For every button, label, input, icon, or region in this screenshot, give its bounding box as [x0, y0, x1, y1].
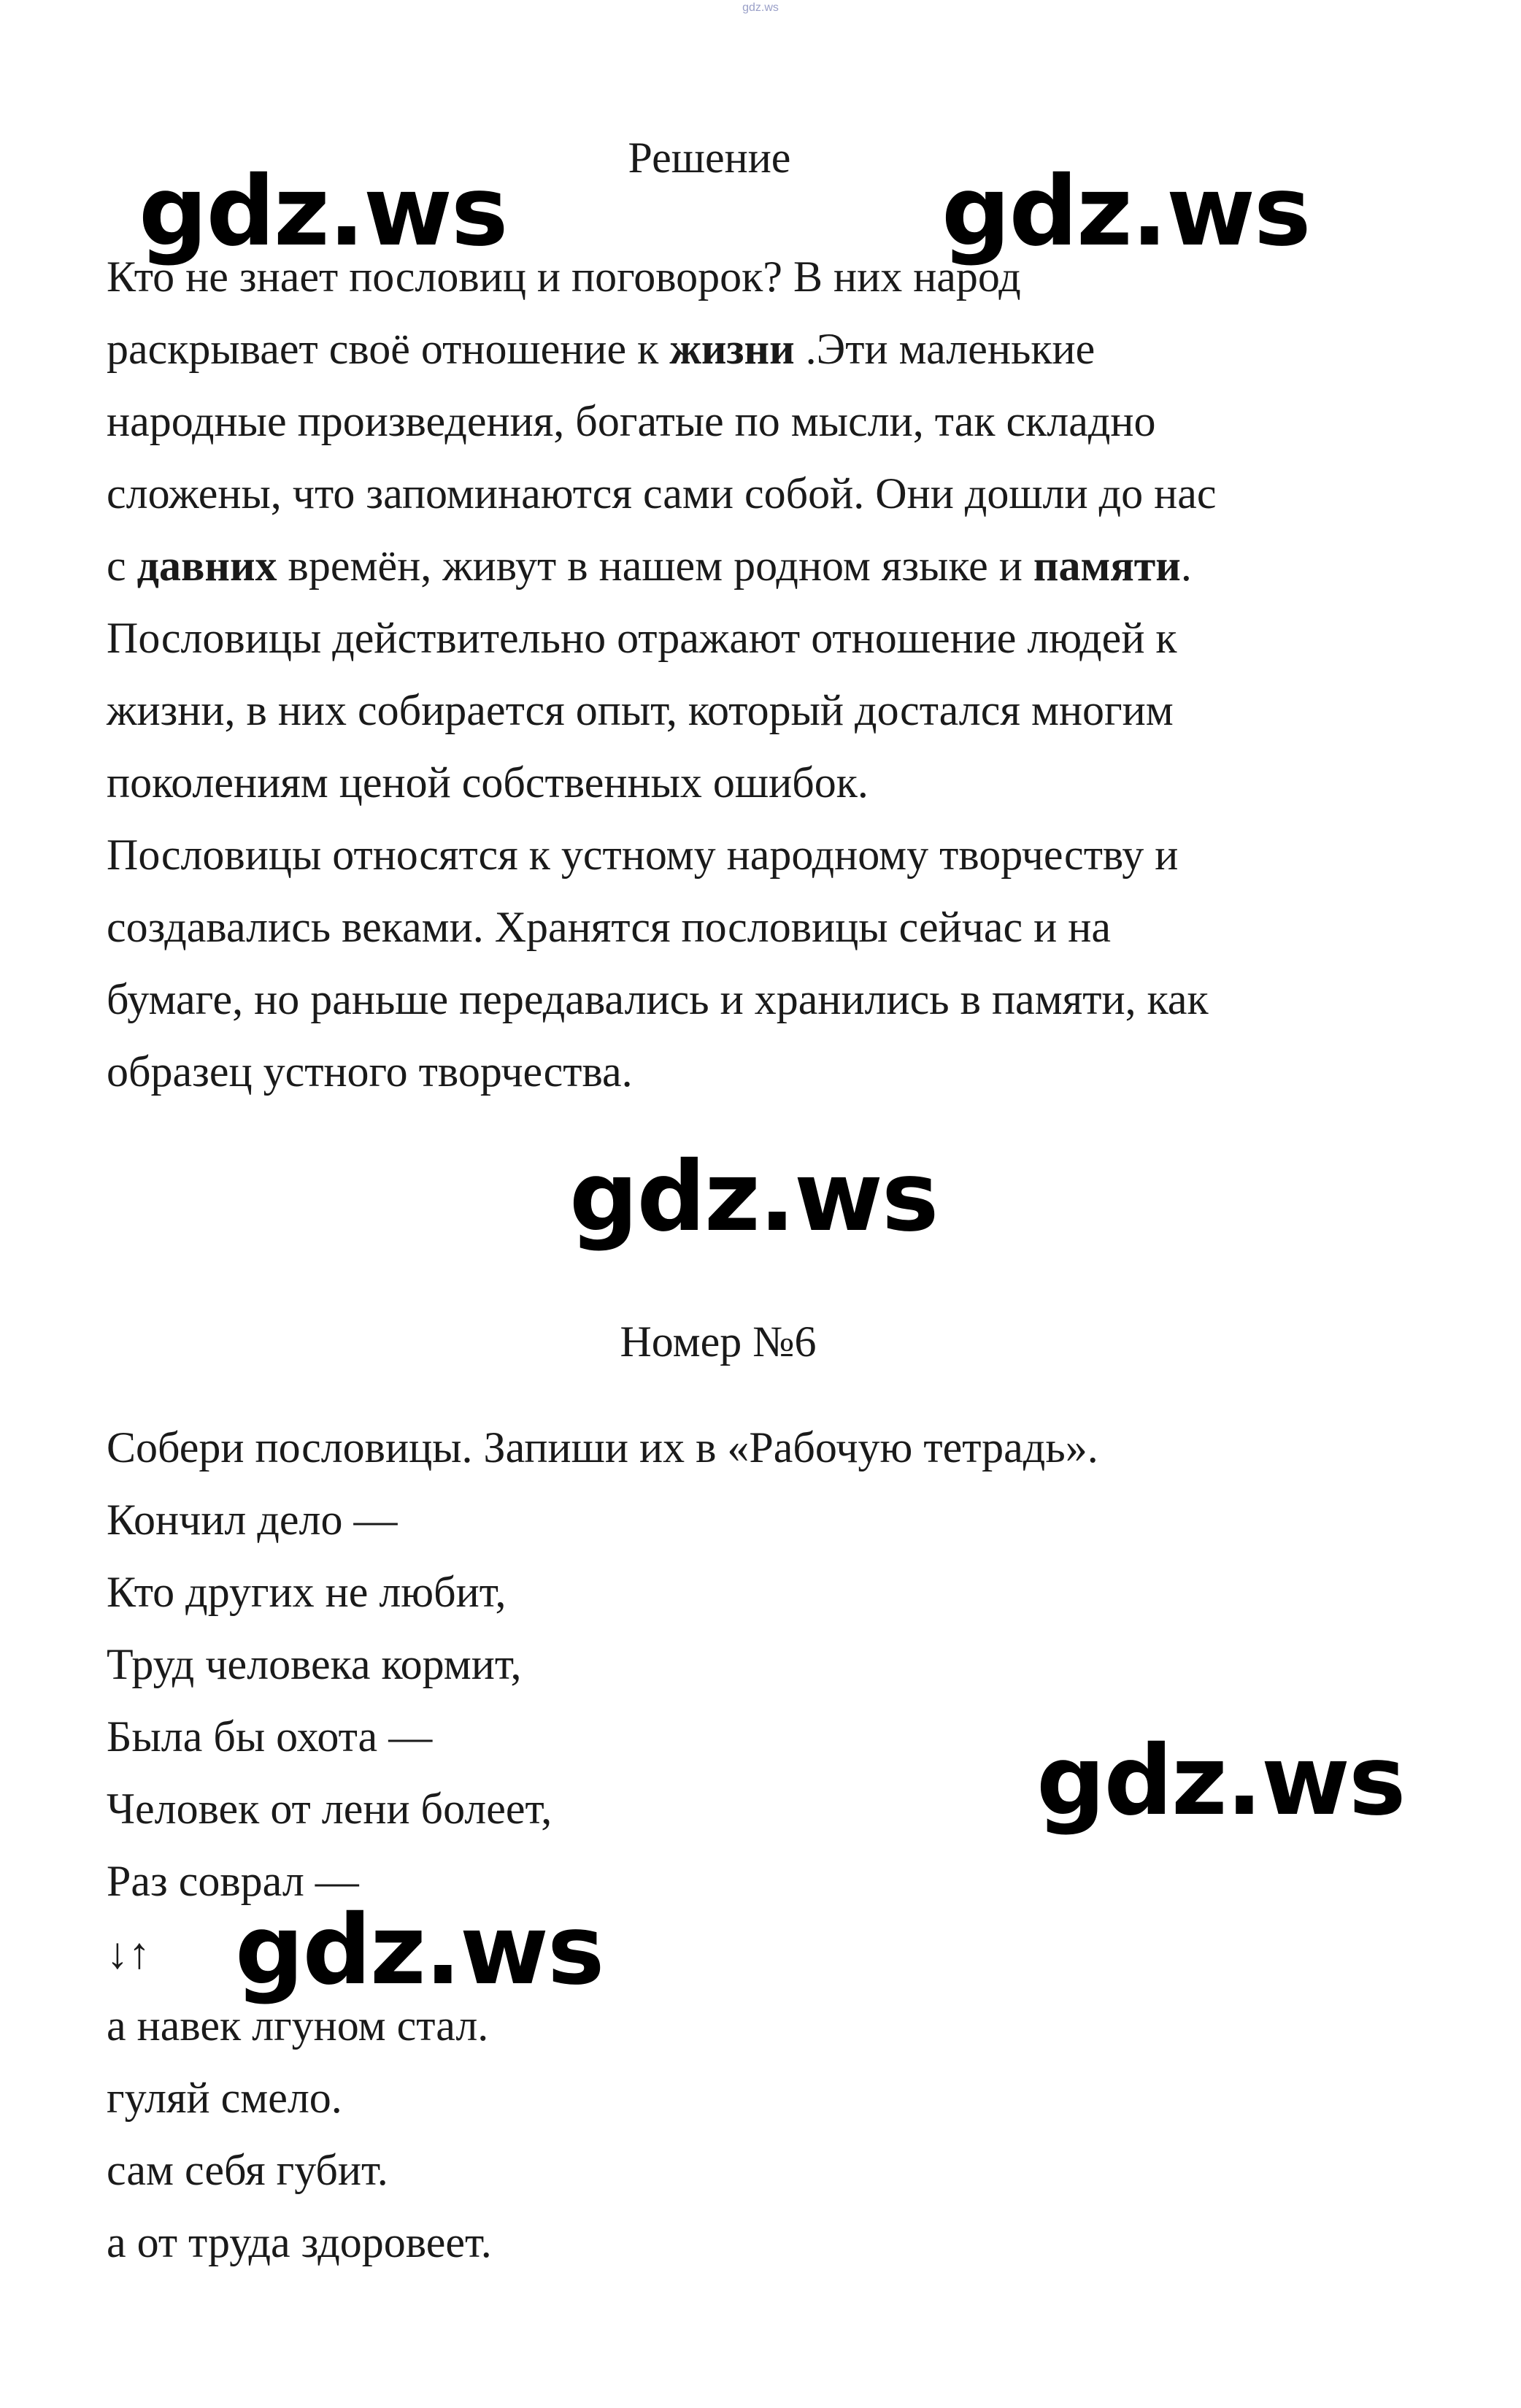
task-instruction: Собери пословицы. Запиши их в «Рабочую тетрадь». [107, 1423, 1098, 1472]
proverb-line: гуляй смело. [107, 2074, 342, 2122]
watermark: gdz.ws [139, 155, 507, 268]
bold-word: жизни [669, 325, 795, 373]
text-run: . [1180, 542, 1192, 590]
text-run: .Эти маленькие [794, 325, 1095, 373]
paragraph-line [107, 385, 1464, 458]
solution-heading: Решение [628, 134, 791, 182]
proverb-line: Была бы охота — [107, 1712, 433, 1761]
text-run: Кто не знает пословиц и поговорок? В них народ [107, 253, 1021, 301]
proverb-line: Человек от лени болеет, [107, 1785, 552, 1833]
paragraph-line [107, 891, 1464, 963]
proverb-line: а навек лгуном стал. [107, 2001, 489, 2050]
proverb-line: Кончил дело — [107, 1496, 398, 1544]
proverb-line: сам себя губит. [107, 2146, 388, 2194]
solution-paragraph [107, 241, 1464, 1108]
paragraph-line [107, 1036, 1464, 1108]
proverb-line: Труд человека кормит, [107, 1640, 522, 1688]
text-run: Пословицы действительно отражают отношение людей к [107, 614, 1177, 662]
paragraph-line [107, 747, 1464, 819]
proverb-line: Раз соврал — [107, 1857, 359, 1905]
watermark: gdz.ws [942, 155, 1310, 268]
paragraph-line [107, 530, 1464, 602]
text-run: Пословицы относятся к устному народному творчеству и [107, 831, 1179, 879]
text-run: создавались веками. Хранятся пословицы сейчас и на [107, 903, 1111, 951]
watermark: gdz.ws [235, 1894, 604, 2007]
text-run: времён, живут в нашем родном языке и [277, 542, 1033, 590]
task-number-heading: Номер №6 [620, 1318, 817, 1366]
paragraph-line [107, 963, 1464, 1036]
task-list [107, 1412, 1098, 2279]
text-run: бумаге, но раньше передавались и хранились в памяти, как [107, 975, 1209, 1023]
bold-word: давних [136, 542, 277, 590]
text-run: сложены, что запоминаются сами собой. Они дошли до нас [107, 469, 1217, 518]
paragraph-line [107, 458, 1464, 530]
watermark: gdz.ws [569, 1141, 938, 1253]
text-run: раскрывает своё отношение к [107, 325, 670, 373]
bold-word: памяти [1033, 542, 1181, 590]
watermark: gdz.ws [1036, 1725, 1405, 1837]
top-watermark: gdz.ws [742, 1, 779, 14]
paragraph-line [107, 602, 1464, 674]
text-run: жизни, в них собирается опыт, который достался многим [107, 686, 1174, 734]
paragraph-line [107, 313, 1464, 385]
text-run: поколениям ценой собственных ошибок. [107, 758, 869, 807]
proverb-line: ↓↑ [107, 1929, 150, 1977]
proverb-line: а от труда здоровеет. [107, 2218, 492, 2266]
text-run: образец устного творчества. [107, 1047, 633, 1096]
paragraph-line [107, 819, 1464, 891]
text-run: с [107, 542, 137, 590]
text-run: народные произведения, богатые по мысли, так складно [107, 397, 1156, 445]
proverb-line: Кто других не любит, [107, 1568, 507, 1616]
paragraph-line [107, 674, 1464, 747]
